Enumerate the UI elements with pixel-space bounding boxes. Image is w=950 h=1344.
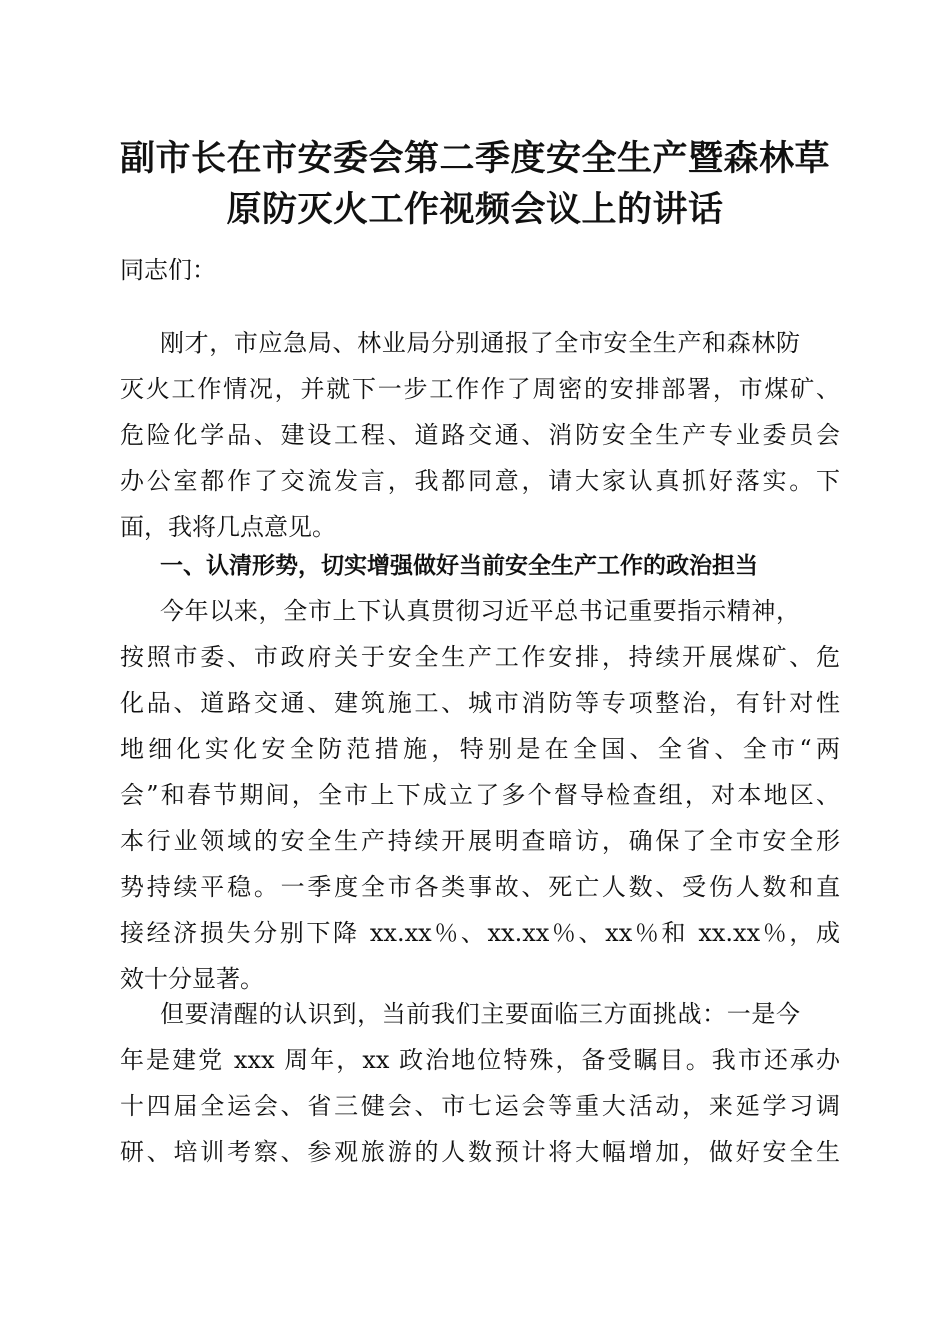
paragraph-3 bbox=[120, 991, 840, 1175]
paragraph-1-line: 危险化学品、建设工程、道路交通、消防安全生产专业委员会 bbox=[120, 421, 840, 449]
paragraph-2-line: 按照市委、市政府关于安全生产工作安排，持续开展煤矿、危 bbox=[120, 643, 840, 671]
paragraph-1-line: 办公室都作了交流发言，我都同意，请大家认真抓好落实。下 bbox=[120, 467, 840, 495]
paragraph-1-line: 刚才，市应急局、林业局分别通报了全市安全生产和森林防 bbox=[160, 329, 800, 357]
salutation: 同志们： bbox=[120, 256, 216, 284]
paragraph-2-line: 效十分显著。 bbox=[120, 965, 264, 993]
paragraph-2-line: 接经济损失分别下降 xx.xx％、xx.xx％、xx％和 xx.xx％，成 bbox=[120, 919, 840, 947]
paragraph-2-line: 本行业领域的安全生产持续开展明查暗访，确保了全市安全形 bbox=[120, 827, 840, 855]
document-title-line-1: 副市长在市安委会第二季度安全生产暨森林草 bbox=[119, 138, 830, 179]
paragraph-3-line: 但要清醒的认识到，当前我们主要面临三方面挑战：一是今 bbox=[160, 1000, 800, 1028]
paragraph-2 bbox=[120, 588, 840, 1002]
paragraph-1 bbox=[120, 320, 840, 550]
section-heading-1: 一、认清形势，切实增强做好当前安全生产工作的政治担当 bbox=[160, 553, 758, 579]
paragraph-2-line: 今年以来，全市上下认真贯彻习近平总书记重要指示精神， bbox=[160, 597, 800, 625]
paragraph-2-line: 化品、道路交通、建筑施工、城市消防等专项整治，有针对性 bbox=[120, 689, 840, 717]
paragraph-2-line: 会”和春节期间，全市上下成立了多个督导检查组，对本地区、 bbox=[120, 781, 840, 809]
paragraph-3-line: 研、培训考察、参观旅游的人数预计将大幅增加，做好安全生 bbox=[120, 1138, 840, 1166]
paragraph-2-line: 势持续平稳。一季度全市各类事故、死亡人数、受伤人数和直 bbox=[120, 873, 840, 901]
document-title-line-2: 原防灭火工作视频会议上的讲话 bbox=[226, 189, 724, 230]
paragraph-3-line: 十四届全运会、省三健会、市七运会等重大活动，来延学习调 bbox=[120, 1092, 840, 1120]
paragraph-2-line: 地细化实化安全防范措施，特别是在全国、全省、全市“两 bbox=[120, 735, 840, 763]
paragraph-3-line: 年是建党 xxx 周年，xx 政治地位特殊，备受瞩目。我市还承办 bbox=[120, 1046, 840, 1074]
paragraph-1-line: 灭火工作情况，并就下一步工作作了周密的安排部署，市煤矿、 bbox=[120, 375, 840, 403]
paragraph-1-line: 面，我将几点意见。 bbox=[120, 513, 336, 541]
